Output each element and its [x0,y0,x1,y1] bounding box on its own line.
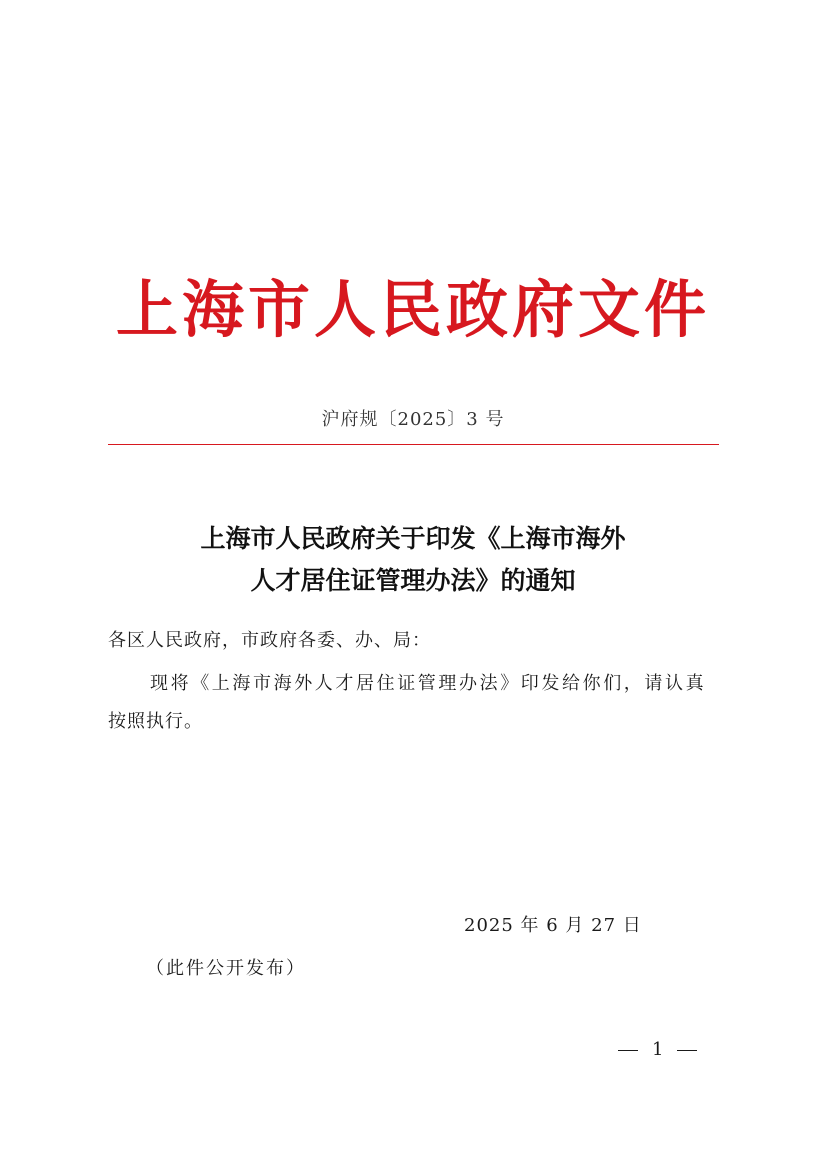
publish-note: （此件公开发布） [146,958,306,979]
red-divider-line [108,444,719,445]
document-title [0,518,826,602]
body-paragraph-line-2: 按照执行。 [108,711,203,732]
title-line-2: 人才居住证管理办法》的通知 [250,566,576,595]
body-paragraph-line-1: 现将《上海市海外人才居住证管理办法》印发给你们，请认真 [150,673,707,694]
title-line-1: 上海市人民政府关于印发《上海市海外 [200,524,626,553]
page-number-left-dash [618,1050,638,1051]
document-number: 沪府规〔2025〕3 号 [321,409,505,430]
salutation: 各区人民政府，市政府各委、办、局： [108,630,431,651]
page-number [618,1036,697,1064]
page-number-value: 1 [652,1039,664,1060]
document-masthead: 上海市人民政府文件 [115,273,710,346]
page-number-right-dash [677,1050,697,1051]
issue-date: 2025 年 6 月 27 日 [464,915,642,936]
